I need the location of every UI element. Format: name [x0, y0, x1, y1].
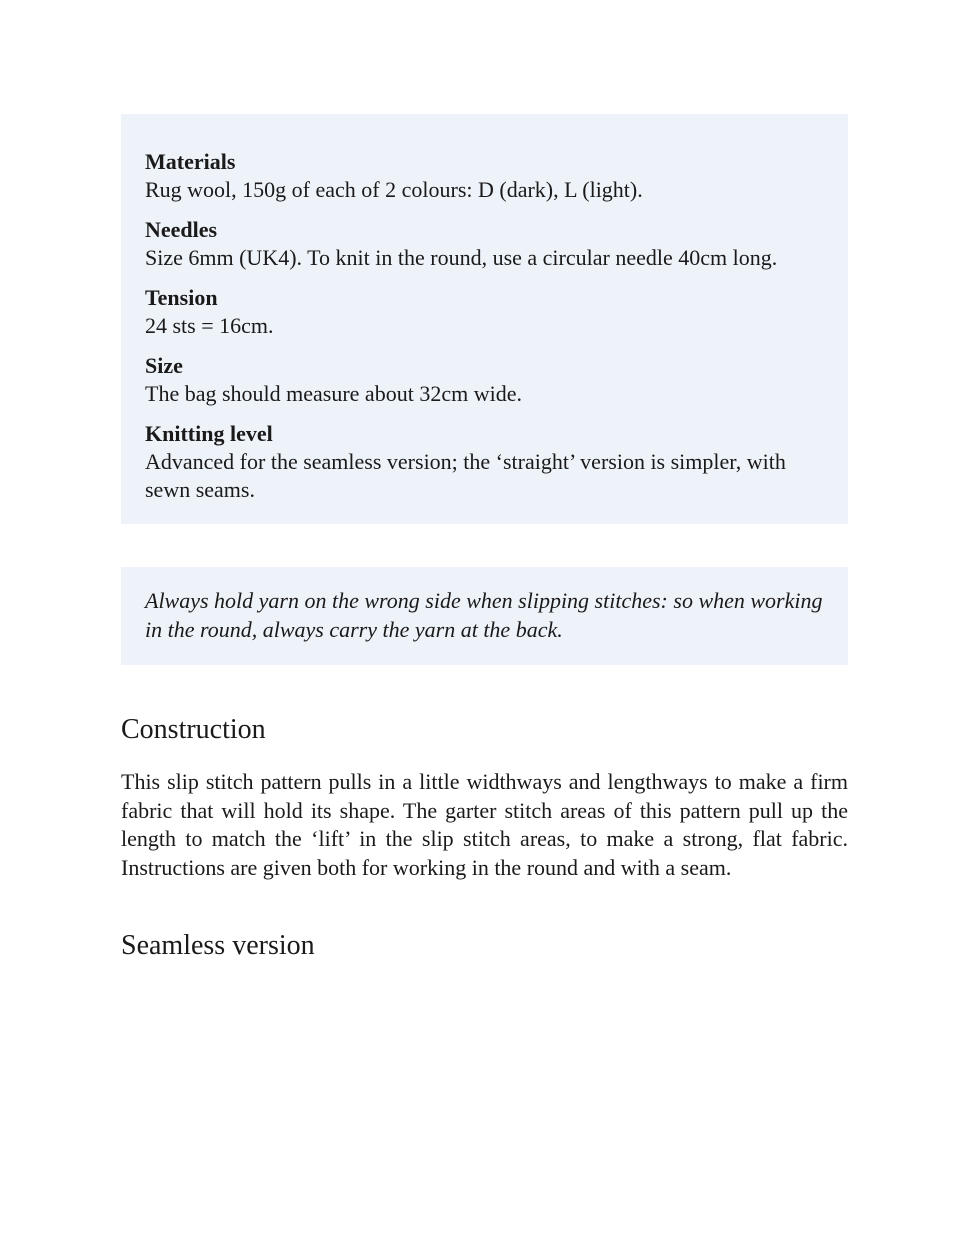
spec-section-materials	[145, 148, 824, 204]
spec-section-knitting-level	[145, 420, 824, 504]
yarn-note-text: Always hold yarn on the wrong side when slipping stitches: so when working in the round, always carry the yarn at the back.	[145, 588, 823, 642]
spec-text-needles: Size 6mm (UK4). To knit in the round, use a circular needle 40cm long.	[145, 245, 778, 270]
spec-section-tension	[145, 284, 824, 340]
page-content	[121, 0, 848, 963]
spec-section-needles	[145, 216, 824, 272]
construction-heading: Construction	[121, 714, 266, 745]
construction-paragraph: This slip stitch pattern pulls in a little widthways and lengthways to make a firm fabric that will hold its shape. The garter stitch areas of this pattern pull up the length to match the ‘lift’ in the slip stitch areas, to make a strong, flat fabric. Instructions are given both for working in the round and with a seam.	[121, 769, 848, 880]
spec-text-knitting-level: Advanced for the seamless version; the ‘straight’ version is simpler, with sewn seams.	[145, 449, 786, 502]
spec-label-needles: Needles	[145, 217, 218, 242]
spec-label-knitting-level: Knitting level	[145, 421, 273, 446]
seamless-version-heading: Seamless version	[121, 930, 315, 961]
spec-label-tension: Tension	[145, 285, 218, 310]
spec-text-materials: Rug wool, 150g of each of 2 colours: D (dark), L (light).	[145, 177, 643, 202]
spec-text-size: The bag should measure about 32cm wide.	[145, 381, 522, 406]
spec-label-materials: Materials	[145, 149, 236, 174]
spec-label-size: Size	[145, 353, 183, 378]
spec-text-tension: 24 sts = 16cm.	[145, 313, 274, 338]
yarn-note-box	[121, 567, 848, 665]
pattern-spec-box	[121, 114, 848, 524]
spec-section-size	[145, 352, 824, 408]
